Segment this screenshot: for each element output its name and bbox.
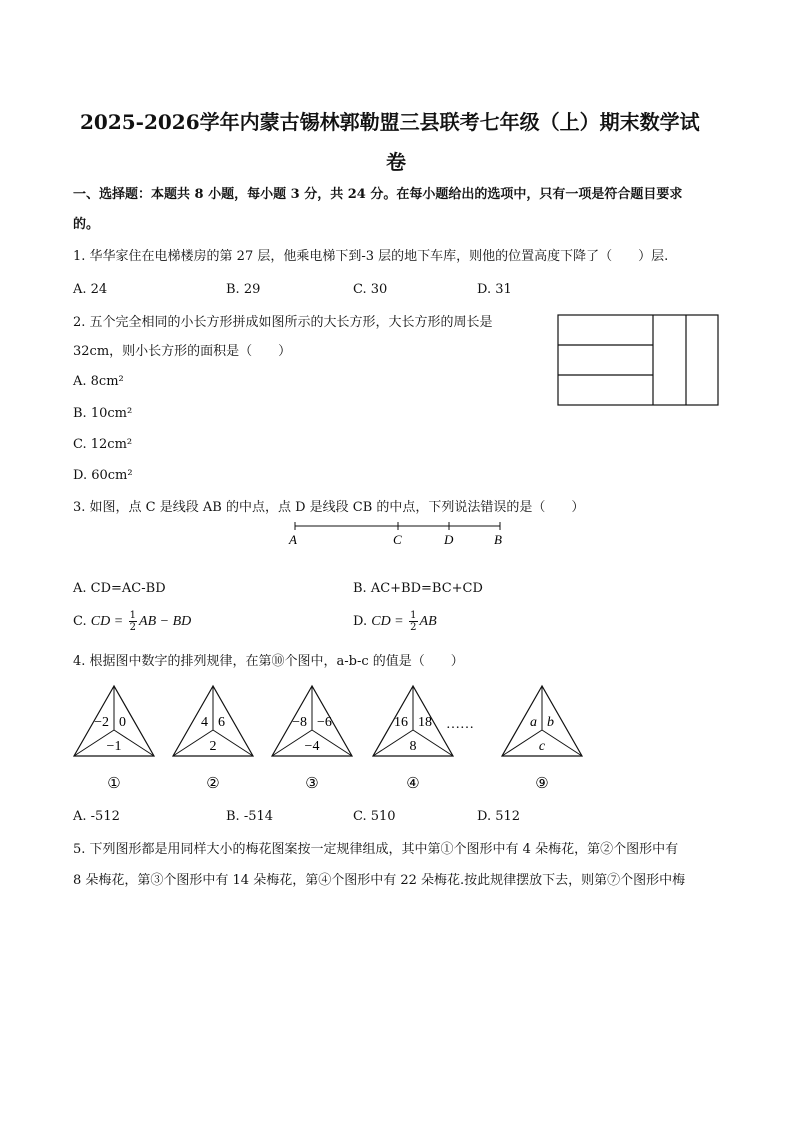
option-c-left: CD = bbox=[90, 614, 127, 629]
option-c-prefix: C. bbox=[73, 614, 91, 629]
triangle-figure bbox=[373, 686, 453, 792]
question-4-option-d: D. 512 bbox=[477, 809, 521, 824]
triangle-index-label: ③ bbox=[305, 776, 319, 792]
option-d-prefix: D. bbox=[353, 614, 372, 629]
triangle-value-a: −8 bbox=[292, 715, 307, 730]
triangle-figure bbox=[74, 686, 154, 792]
question-4-option-b: B. -514 bbox=[226, 809, 274, 824]
question-3-stem: 3. 如图，点 C 是线段 AB 的中点，点 D 是线段 CB 的中点，下列说法错误的是（ ） bbox=[73, 500, 585, 515]
question-5-stem: 5. 下列图形都是用同样大小的梅花图案按一定规律组成，其中第①个图形中有 4 朵梅花，第②个图形中有 bbox=[73, 842, 679, 857]
question-1-option-c: C. 30 bbox=[353, 282, 388, 297]
question-2-option-a: A. 8cm² bbox=[73, 374, 124, 389]
fraction-numerator: 1 bbox=[410, 610, 417, 621]
question-2-stem: 2. 五个完全相同的小长方形拼成如图所示的大长方形，大长方形的周长是 bbox=[73, 315, 493, 330]
triangle-value-b: 0 bbox=[119, 715, 126, 730]
question-2-option-d: D. 60cm² bbox=[73, 468, 133, 483]
triangle-value-c: −1 bbox=[106, 739, 122, 754]
question-3-option-a: A. CD=AC-BD bbox=[73, 581, 166, 596]
fraction-denominator: 2 bbox=[410, 622, 417, 633]
point-d-label: D bbox=[444, 532, 454, 547]
triangle-inner-line bbox=[213, 730, 253, 756]
question-1-option-b: B. 29 bbox=[226, 282, 261, 297]
triangle-value-b: 6 bbox=[218, 715, 225, 730]
question-2-stem-line2: 32cm，则小长方形的面积是（ ） bbox=[73, 344, 292, 359]
triangle-value-a: 4 bbox=[201, 715, 208, 730]
question-1-option-d: D. 31 bbox=[477, 282, 512, 297]
triangle-index-label: ② bbox=[206, 776, 220, 792]
question-5-stem-line2: 8 朵梅花，第③个图形中有 14 朵梅花，第④个图形中有 22 朵梅花.按此规律摆放下去，则第⑦个图形中梅 bbox=[73, 873, 686, 888]
triangle-value-c: 2 bbox=[209, 739, 217, 754]
triangle-value-a: −2 bbox=[94, 715, 109, 730]
question-2-option-c: C. 12cm² bbox=[73, 437, 133, 452]
ellipsis: …… bbox=[446, 717, 474, 732]
triangle-value-c: −4 bbox=[304, 739, 320, 754]
big-rectangle bbox=[558, 315, 718, 405]
question-1-stem: 1. 华华家住在电梯楼房的第 27 层，他乘电梯下到-3 层的地下车库，则他的位置高度下降了（ ）层. bbox=[73, 249, 669, 264]
triangle-inner-line bbox=[542, 730, 582, 756]
question-4-option-c: C. 510 bbox=[353, 809, 396, 824]
point-c-label: C bbox=[393, 532, 402, 547]
fraction bbox=[409, 610, 417, 633]
triangle-index-label: ⑨ bbox=[535, 776, 549, 792]
triangle-inner-line bbox=[502, 730, 542, 756]
triangle-index-label: ④ bbox=[406, 776, 420, 792]
triangle-value-b: 18 bbox=[418, 715, 432, 730]
question-3-option-b: B. AC+BD=BC+CD bbox=[353, 581, 483, 596]
section-header-line2: 的。 bbox=[73, 217, 100, 232]
question-3-option-d bbox=[353, 609, 437, 635]
segment-diagram bbox=[280, 520, 510, 550]
option-d-left: CD = bbox=[371, 614, 408, 629]
triangle-figure bbox=[272, 686, 352, 792]
question-1-option-a: A. 24 bbox=[73, 282, 108, 297]
section-header: 一、选择题：本题共 8 小题，每小题 3 分，共 24 分。在每小题给出的选项中，只有一项是符合题目要求 bbox=[73, 187, 683, 202]
triangle-index-label: ① bbox=[107, 776, 121, 792]
triangle-inner-line bbox=[173, 730, 213, 756]
question-2-option-b: B. 10cm² bbox=[73, 406, 133, 421]
rectangle-diagram bbox=[556, 313, 722, 407]
fraction bbox=[129, 610, 137, 633]
triangle-value-b: b bbox=[547, 715, 554, 730]
option-d-right: AB bbox=[419, 614, 437, 629]
triangle-value-a: a bbox=[530, 715, 537, 730]
triangle-value-a: 16 bbox=[394, 715, 408, 730]
triangle-value-b: −6 bbox=[317, 715, 332, 730]
point-b-label: B bbox=[494, 532, 502, 547]
triangle-inner-line bbox=[413, 730, 453, 756]
fraction-denominator: 2 bbox=[129, 622, 137, 633]
point-a-label: A bbox=[289, 532, 297, 547]
triangle-value-c: c bbox=[538, 739, 546, 754]
question-4-option-a: A. -512 bbox=[73, 809, 120, 824]
question-4-stem: 4. 根据图中数字的排列规律，在第⑩个图中，a-b-c 的值是（ ） bbox=[73, 654, 464, 669]
triangle-figure bbox=[173, 686, 253, 792]
triangle-figure bbox=[502, 686, 582, 792]
triangle-value-c: 8 bbox=[409, 739, 417, 754]
page-title: 2025-2026学年内蒙古锡林郭勒盟三县联考七年级（上）期末数学试 bbox=[80, 110, 700, 134]
question-3-option-c bbox=[73, 609, 191, 635]
fraction-numerator: 1 bbox=[129, 610, 137, 621]
triangle-pattern-diagram bbox=[60, 680, 600, 800]
option-c-right: AB − BD bbox=[139, 614, 192, 629]
triangle-inner-line bbox=[373, 730, 413, 756]
page-title-line2: 卷 bbox=[386, 150, 406, 174]
